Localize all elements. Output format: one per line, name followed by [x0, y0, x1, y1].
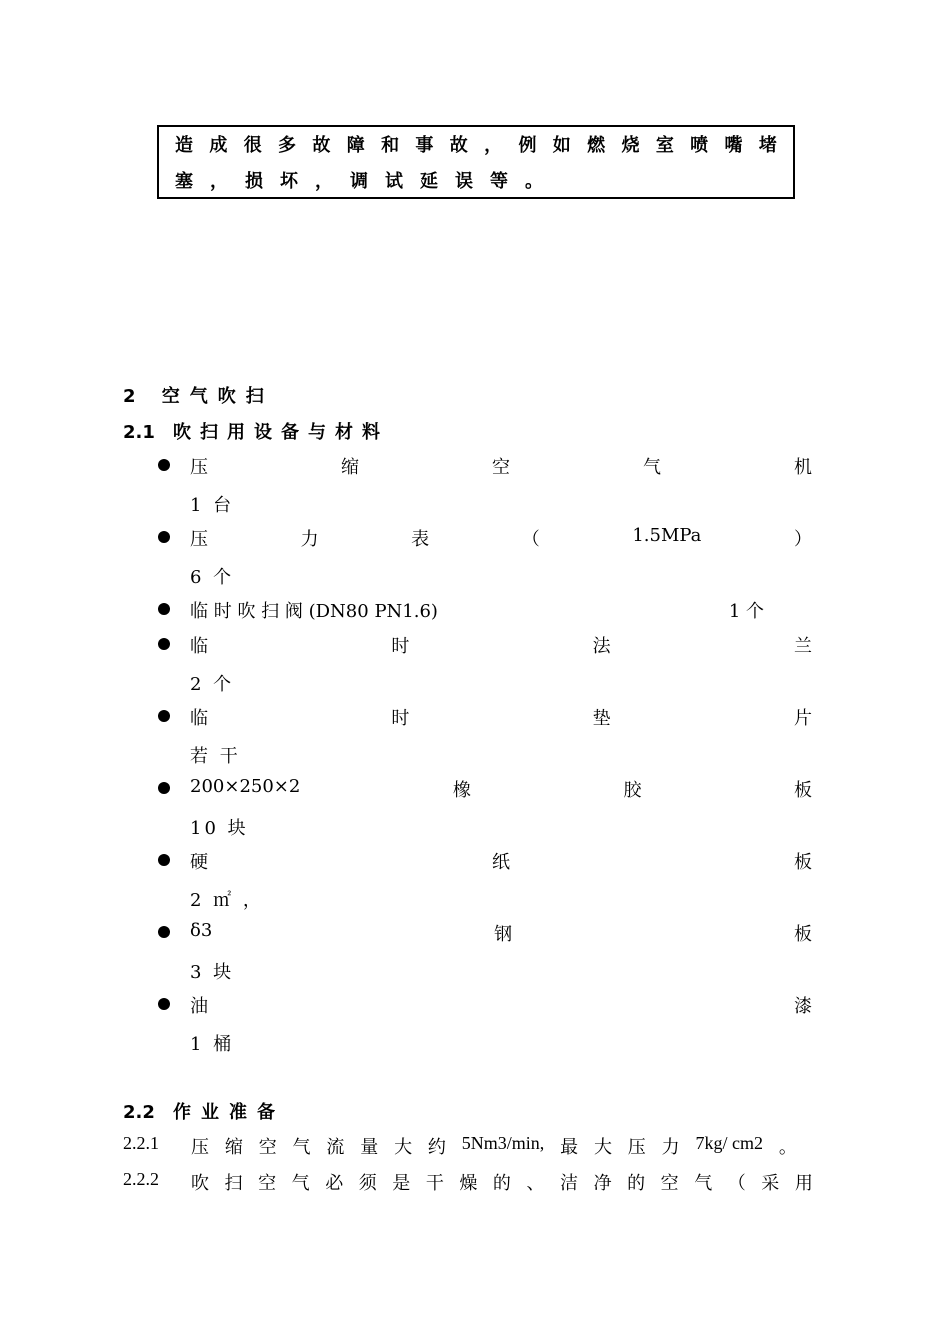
list-item-text	[190, 920, 812, 946]
list-item-quantity: 1 桶	[190, 1034, 235, 1055]
list-item-text	[190, 453, 812, 479]
list-item-part: 1 个	[728, 601, 764, 622]
paragraph-part: 量	[360, 1137, 379, 1157]
bullet-icon	[158, 603, 170, 615]
list-item-part: 板	[793, 780, 812, 801]
paragraph-part: 5Nm3/min,	[461, 1133, 545, 1153]
box-char: 试	[385, 171, 403, 192]
list-item-part: δ3	[190, 920, 213, 941]
list-item-quantity: 2 ㎡ ，	[190, 890, 264, 911]
paragraph-part: 大	[593, 1137, 612, 1157]
list-item	[158, 848, 812, 872]
box-char: 障	[346, 135, 365, 156]
box-char: 堵	[758, 135, 777, 156]
paragraph-part: 空	[258, 1173, 277, 1193]
list-item-text	[190, 632, 812, 658]
box-char: 事	[415, 135, 434, 156]
list-item-part: 气	[643, 457, 661, 478]
box-char: 例	[518, 135, 537, 156]
box-char: 故	[312, 135, 331, 156]
section-2-2-heading	[123, 1098, 285, 1124]
box-char: 。	[525, 171, 543, 192]
box-char: 延	[420, 171, 438, 192]
bullet-icon	[158, 998, 170, 1010]
list-item-part: 法	[592, 636, 611, 657]
list-item-part: 压	[190, 457, 208, 478]
box-char: 很	[243, 135, 262, 156]
paragraph-part: （	[727, 1173, 746, 1193]
list-item-part: 力	[300, 529, 319, 550]
list-item-part: ）	[793, 529, 812, 550]
paragraph-part: 气	[291, 1173, 310, 1193]
section-number: 2.1	[123, 422, 155, 443]
list-item-text	[190, 992, 812, 1018]
box-char: 和	[381, 135, 400, 156]
list-item-text	[190, 848, 812, 874]
list-item-part: 钢	[494, 924, 513, 945]
section-2-1-heading	[123, 418, 389, 444]
box-char: 故	[449, 135, 468, 156]
bullet-icon	[158, 782, 170, 794]
boxed-note	[157, 125, 795, 199]
list-item-part: 硬	[190, 852, 208, 873]
list-item-text	[190, 704, 812, 730]
paragraph-part: 扫	[224, 1173, 243, 1193]
list-item-part: 橡	[452, 780, 471, 801]
paragraph-part: 净	[593, 1173, 612, 1193]
list-item	[158, 632, 812, 656]
list-item-part: 板	[793, 924, 812, 945]
box-char: 如	[552, 135, 571, 156]
box-char: 坏	[280, 171, 298, 192]
box-char: 调	[350, 171, 368, 192]
list-item-part: 1.5MPa	[632, 525, 702, 546]
paragraph-part: 7kg/ cm2	[695, 1133, 763, 1153]
paragraph-text	[191, 1133, 797, 1159]
list-item-part: 机	[794, 457, 812, 478]
list-item-part: 空	[492, 457, 510, 478]
paragraph-part: 气	[292, 1137, 311, 1157]
box-char: 烧	[621, 135, 640, 156]
list-item-part: 200×250×2	[190, 776, 301, 797]
paragraph-part: 约	[427, 1137, 446, 1157]
list-item-quantity: 3 块	[190, 962, 235, 983]
paragraph-part: 缩	[224, 1137, 243, 1157]
box-char: 损	[245, 171, 263, 192]
list-item	[158, 597, 812, 621]
list-item-text	[190, 776, 812, 802]
paragraph-number: 2.2.2	[123, 1169, 159, 1189]
paragraph-part: 、	[526, 1173, 545, 1193]
bullet-icon	[158, 638, 170, 650]
paragraph-text	[191, 1169, 813, 1195]
paragraph-part: 压	[627, 1137, 646, 1157]
paragraph-part: 必	[325, 1173, 344, 1193]
section-number: 2.2	[123, 1102, 155, 1123]
paragraph-part: 干	[425, 1173, 444, 1193]
list-item	[158, 453, 812, 477]
paragraph-part: 用	[794, 1173, 813, 1193]
list-item-part: 胶	[623, 780, 642, 801]
list-item-part: 板	[794, 852, 812, 873]
paragraph-part: 。	[778, 1137, 797, 1157]
list-item-text	[190, 597, 764, 623]
list-item-part: 漆	[794, 996, 812, 1017]
list-item-part: 片	[793, 708, 812, 729]
section-2-heading: 2 空气吹扫	[123, 386, 274, 407]
box-char: ，	[484, 135, 503, 156]
list-item-part: 压	[190, 529, 208, 550]
paragraph-part: 洁	[560, 1173, 579, 1193]
bullet-icon	[158, 531, 170, 543]
list-item	[158, 920, 812, 944]
list-item-part: 纸	[492, 852, 510, 873]
list-item	[158, 776, 812, 800]
list-item-part: 时	[391, 636, 410, 657]
list-item	[158, 992, 812, 1016]
paragraph-part: 吹	[191, 1173, 209, 1193]
paragraph-part: 的	[492, 1173, 511, 1193]
paragraph-part: 须	[358, 1173, 377, 1193]
list-item-part: 表	[411, 529, 430, 550]
box-char: 塞	[175, 171, 193, 192]
paragraph-part: 最	[560, 1137, 579, 1157]
list-item-part: 临	[190, 708, 208, 729]
box-char: 室	[655, 135, 674, 156]
list-item-text	[190, 525, 812, 551]
box-char: 误	[455, 171, 473, 192]
list-item	[158, 704, 812, 728]
paragraph-part: 压	[191, 1137, 209, 1157]
list-item-part: 缩	[341, 457, 359, 478]
bullet-icon	[158, 459, 170, 471]
list-item-quantity: 2 个	[190, 674, 235, 695]
paragraph-part: 空	[258, 1137, 277, 1157]
list-item-part: （	[521, 529, 540, 550]
list-item-part: 临 时 吹 扫 阀 (DN80 PN1.6)	[190, 601, 438, 622]
box-char: 造	[175, 135, 193, 156]
list-item-quantity: 1 台	[190, 495, 235, 516]
list-item-part: 油	[190, 996, 208, 1017]
bullet-icon	[158, 854, 170, 866]
box-line-1	[175, 131, 777, 157]
box-char: 等	[490, 171, 508, 192]
box-char: 成	[209, 135, 228, 156]
box-char: 嘴	[724, 135, 743, 156]
box-char: 燃	[587, 135, 606, 156]
list-item-quantity: 6 个	[190, 567, 235, 588]
paragraph-part: 气	[694, 1173, 713, 1193]
box-char: 多	[278, 135, 297, 156]
box-char: 喷	[690, 135, 709, 156]
paragraph-part: 大	[394, 1137, 413, 1157]
section-title: 吹扫用设备与材料	[173, 422, 389, 443]
paragraph-part: 力	[661, 1137, 680, 1157]
paragraph-number: 2.2.1	[123, 1133, 159, 1153]
box-char: ，	[210, 171, 228, 192]
list-item-part: 时	[391, 708, 410, 729]
list-item-quantity: 10 块	[190, 818, 249, 839]
list-item-quantity: 若 干	[190, 746, 241, 767]
list-item	[158, 525, 812, 549]
paragraph-part: 采	[761, 1173, 780, 1193]
paragraph-part: 的	[627, 1173, 646, 1193]
box-char: ，	[315, 171, 333, 192]
list-item-part: 垫	[592, 708, 611, 729]
list-item-part: 兰	[793, 636, 812, 657]
bullet-icon	[158, 926, 170, 938]
paragraph-part: 流	[326, 1137, 345, 1157]
paragraph-part: 燥	[459, 1173, 478, 1193]
list-item-part: 临	[190, 636, 208, 657]
bullet-icon	[158, 710, 170, 722]
section-title: 作业准备	[173, 1102, 285, 1123]
box-line-2	[175, 167, 777, 193]
paragraph-part: 空	[660, 1173, 679, 1193]
paragraph-part: 是	[392, 1173, 411, 1193]
